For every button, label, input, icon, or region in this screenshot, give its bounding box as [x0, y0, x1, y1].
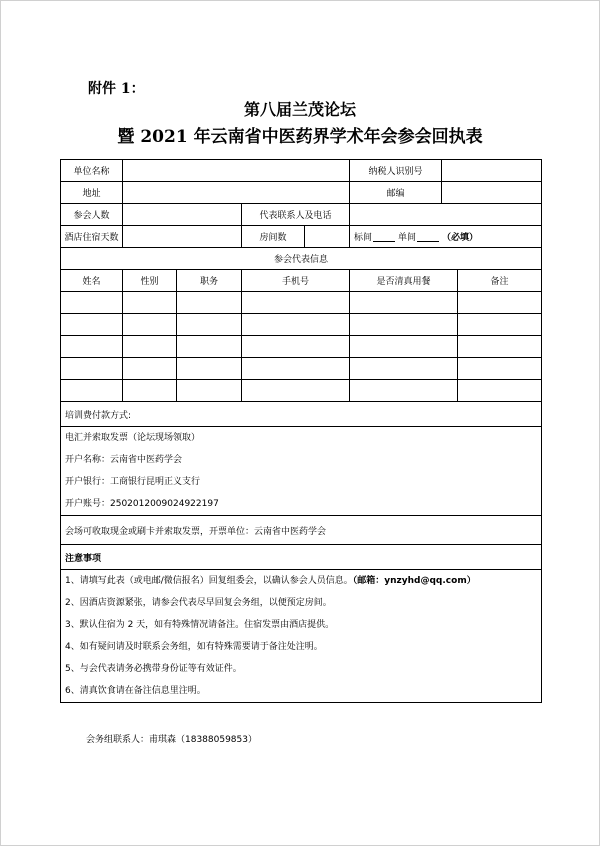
attendee-count-field[interactable]	[123, 204, 242, 226]
room-type-cell	[350, 226, 542, 248]
payment-heading: 培训费付款方式:	[61, 402, 542, 427]
required-note: （必填）	[442, 233, 479, 243]
gender-cell[interactable]	[123, 314, 177, 336]
postcode-label: 邮编	[350, 182, 442, 204]
remarks-cell[interactable]	[458, 358, 542, 380]
note-item	[65, 570, 539, 592]
gender-cell[interactable]	[123, 380, 177, 402]
annex-label: 附件 1：	[88, 81, 145, 97]
contact-email: （邮箱：ynzyhd@qq.com）	[352, 576, 476, 586]
remarks-cell[interactable]	[458, 336, 542, 358]
name-cell[interactable]	[61, 314, 123, 336]
title-line-2: 暨 2021 年云南省中医药界学术年会参会回执表	[117, 127, 483, 147]
notes-heading: 注意事项	[61, 545, 542, 570]
single-room-label: 单间	[398, 233, 417, 243]
phone-cell[interactable]	[242, 314, 350, 336]
name-cell[interactable]	[61, 336, 123, 358]
table-row	[61, 358, 542, 380]
position-cell[interactable]	[177, 336, 242, 358]
organizer-contact: 会务组联系人：甫琪森（18388059853）	[86, 735, 257, 745]
address-field[interactable]	[123, 182, 350, 204]
phone-cell[interactable]	[242, 358, 350, 380]
venue-payment-note: 会场可收取现金或刷卡并索取发票，开票单位：云南省中医药学会	[61, 516, 542, 545]
column-header-name: 姓名	[61, 270, 123, 292]
phone-cell[interactable]	[242, 292, 350, 314]
address-label: 地址	[61, 182, 123, 204]
name-cell[interactable]	[61, 358, 123, 380]
remarks-cell[interactable]	[458, 292, 542, 314]
note-item: 4、如有疑问请及时联系会务组，如有特殊需要请于备注处注明。	[65, 642, 323, 652]
remarks-cell[interactable]	[458, 314, 542, 336]
halal-cell[interactable]	[350, 380, 458, 402]
note-item: 6、清真饮食请在备注信息里注明。	[65, 686, 206, 696]
column-header-gender: 性别	[123, 270, 177, 292]
remarks-cell[interactable]	[458, 380, 542, 402]
registration-form-table	[60, 159, 542, 703]
standard-room-label: 标间	[354, 233, 373, 243]
payment-line: 开户账号：2502012009024922197	[65, 499, 219, 509]
unit-name-label: 单位名称	[61, 160, 123, 182]
position-cell[interactable]	[177, 358, 242, 380]
table-row	[61, 380, 542, 402]
halal-cell[interactable]	[350, 358, 458, 380]
phone-cell[interactable]	[242, 336, 350, 358]
rep-contact-field[interactable]	[350, 204, 542, 226]
unit-name-field[interactable]	[123, 160, 350, 182]
title-line-1: 第八届兰茂论坛	[243, 100, 356, 119]
notes-list	[61, 570, 542, 703]
name-cell[interactable]	[61, 292, 123, 314]
postcode-field[interactable]	[442, 182, 542, 204]
position-cell[interactable]	[177, 380, 242, 402]
gender-cell[interactable]	[123, 292, 177, 314]
column-header-remarks: 备注	[458, 270, 542, 292]
tax-id-label: 纳税人识别号	[350, 160, 442, 182]
table-row	[61, 314, 542, 336]
payment-line: 开户名称：云南省中医药学会	[65, 455, 183, 465]
room-count-label: 房间数	[242, 226, 305, 248]
payment-details	[61, 427, 542, 516]
position-cell[interactable]	[177, 314, 242, 336]
rep-info-header: 参会代表信息	[61, 248, 542, 270]
note-item: 3、默认住宿为 2 天，如有特殊情况请备注。住宿发票由酒店提供。	[65, 620, 335, 630]
phone-cell[interactable]	[242, 380, 350, 402]
payment-line: 开户银行：工商银行昆明正义支行	[65, 477, 201, 487]
halal-cell[interactable]	[350, 336, 458, 358]
rep-contact-label: 代表联系人及电话	[242, 204, 350, 226]
name-cell[interactable]	[61, 380, 123, 402]
table-row	[61, 292, 542, 314]
gender-cell[interactable]	[123, 336, 177, 358]
column-header-phone: 手机号	[242, 270, 350, 292]
halal-cell[interactable]	[350, 292, 458, 314]
room-count-field[interactable]	[305, 226, 350, 248]
column-header-halal: 是否清真用餐	[350, 270, 458, 292]
standard-room-blank[interactable]	[373, 233, 395, 242]
note-item: 5、与会代表请务必携带身份证等有效证件。	[65, 664, 242, 674]
note-item-text: 1、请填写此表（或电邮/微信报名）回复组委会，以确认参会人员信息。	[65, 576, 353, 586]
hotel-days-label: 酒店住宿天数	[61, 226, 123, 248]
halal-cell[interactable]	[350, 314, 458, 336]
attendee-count-label: 参会人数	[61, 204, 123, 226]
hotel-days-field[interactable]	[123, 226, 242, 248]
note-item: 2、因酒店资源紧张，请参会代表尽早回复会务组，以便预定房间。	[65, 598, 332, 608]
payment-line: 电汇并索取发票（论坛现场领取）	[65, 433, 201, 443]
gender-cell[interactable]	[123, 358, 177, 380]
tax-id-field[interactable]	[442, 160, 542, 182]
table-row	[61, 336, 542, 358]
column-header-position: 职务	[177, 270, 242, 292]
position-cell[interactable]	[177, 292, 242, 314]
single-room-blank[interactable]	[417, 233, 439, 242]
